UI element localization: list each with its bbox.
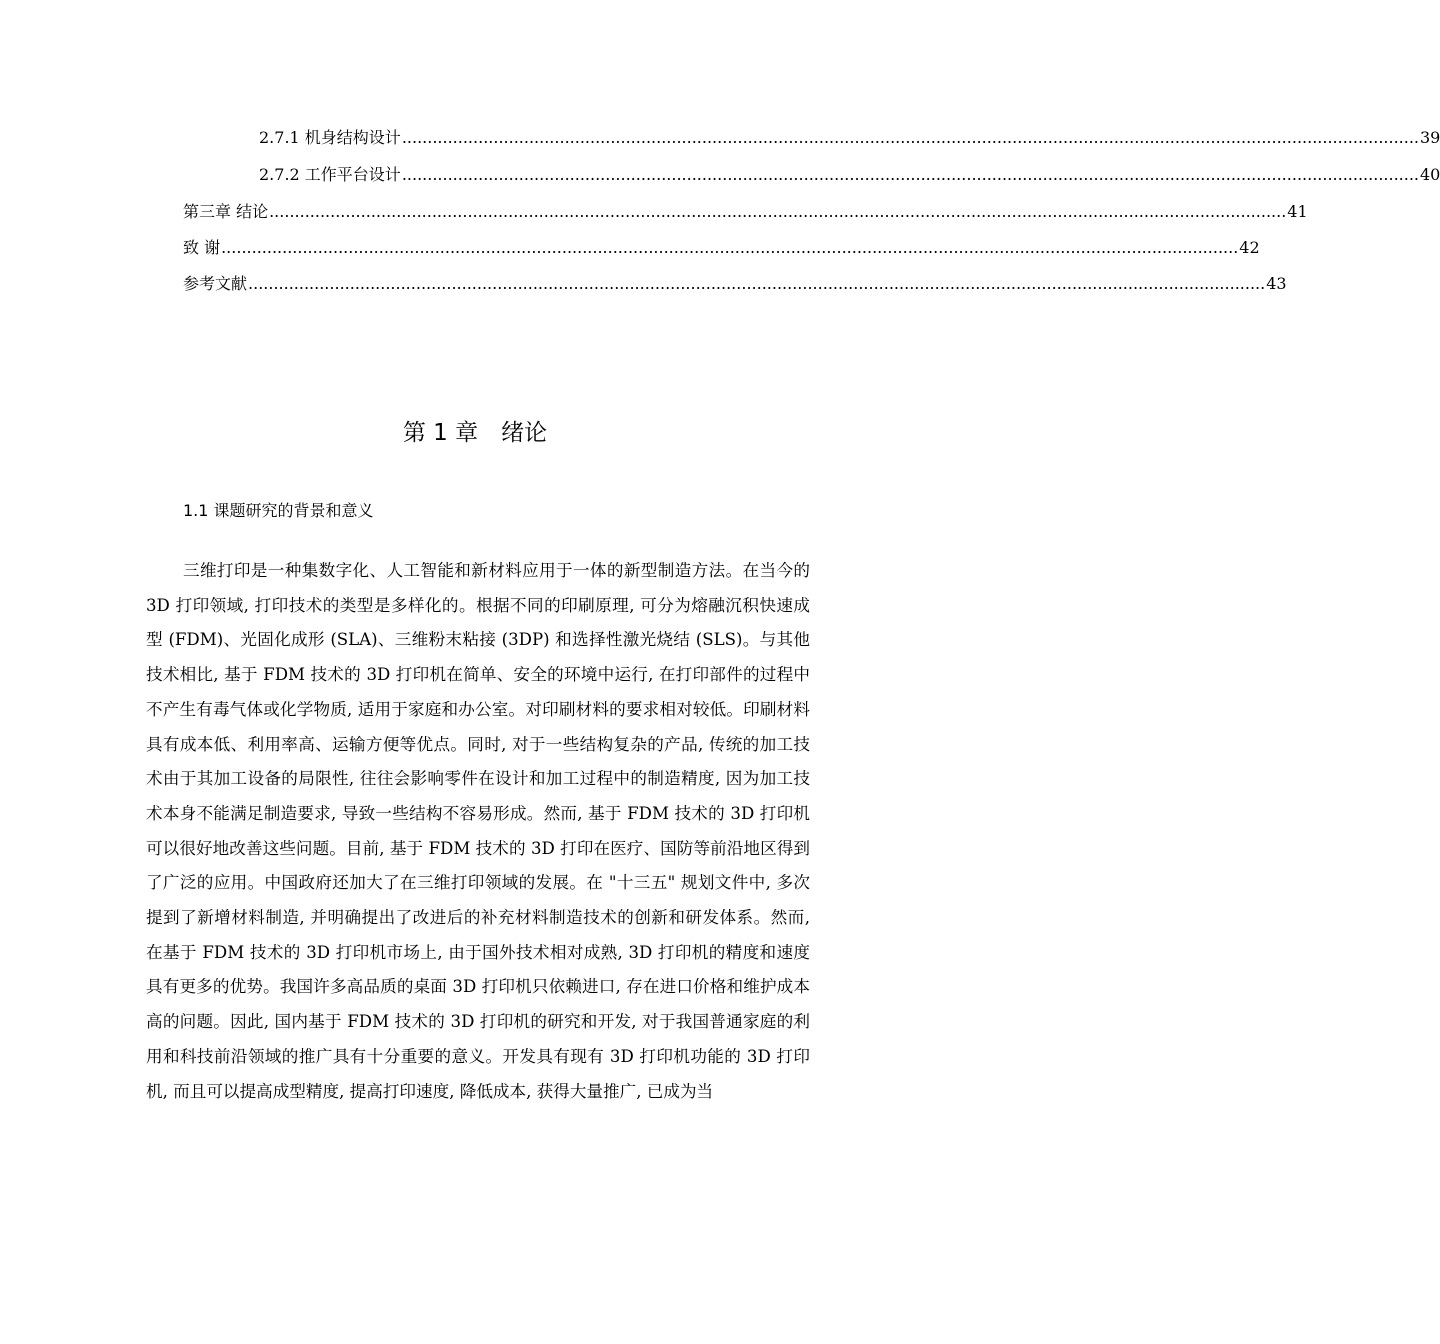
chapter-title: 第 1 章 绪论 [402, 420, 548, 446]
toc-page-number: 43 [1266, 274, 1287, 293]
toc-entry-title: 第三章 结论 [183, 202, 269, 221]
toc-entry-title: 致 谢 [183, 238, 221, 257]
toc-entry[interactable] [183, 238, 1260, 258]
section-heading: 1.1 课题研究的背景和意义 [183, 501, 374, 520]
toc-page-number: 40 [1420, 165, 1440, 184]
toc-entry[interactable] [259, 165, 1440, 185]
toc-leader-dots: ........................................................................................................................................................................................................ [248, 274, 1266, 293]
toc-leader-dots: ........................................................................................................................................................................................................ [269, 202, 1287, 221]
body-text [146, 554, 810, 1109]
toc-entry[interactable] [183, 274, 1287, 294]
toc-page-number: 39 [1420, 128, 1440, 147]
toc-leader-dots: ........................................................................................................................................................................................................ [221, 238, 1239, 257]
toc-leader-dots: ........................................................................................................................................................................................................ [401, 128, 1419, 147]
toc-page-number: 42 [1239, 238, 1260, 257]
toc-page-number: 41 [1287, 202, 1308, 221]
toc-entry-title: 2.7.1 机身结构设计 [259, 128, 401, 147]
toc-entry[interactable] [259, 128, 1440, 148]
toc-entry-title: 参考文献 [183, 274, 248, 293]
toc-entry-title: 2.7.2 工作平台设计 [259, 165, 401, 184]
toc-leader-dots: ........................................................................................................................................................................................................ [401, 165, 1419, 184]
body-paragraph: 三维打印是一种集数字化、人工智能和新材料应用于一体的新型制造方法。在当今的 3D 打印领域, 打印技术的类型是多样化的。根据不同的印刷原理, 可分为熔融沉积快速成型 (FDM)、光固化成形 (SLA)、三维粉末粘接 (3DP) 和选择性激光烧结 (SLS)。与其他技术相比, 基于 FDM 技术的 3D 打印机在简单、安全的环境中运行, 在打印部件的过程中不产生有毒气体或化学物质, 适用于家庭和办公室。对印刷材料的要求相对较低。印刷材料具有成本低、利用率高、运输方便等优点。同时, 对于一些结构复杂的产品, 传统的加工技术由于其加工设备的局限性, 往往会影响零件在设计和加工过程中的制造精度, 因为加工技术本身不能满足制造要求, 导致一些结构不容易形成。然而, 基于 FDM 技术的 3D 打印机可以很好地改善这些问题。目前, 基于 FDM 技术的 3D 打印在医疗、国防等前沿地区得到了广泛的应用。中国政府还加大了在三维打印领域的发展。在 "十三五" 规划文件中, 多次提到了新增材料制造, 并明确提出了改进后的补充材料制造技术的创新和研发体系。然而, 在基于 FDM 技术的 3D 打印机市场上, 由于国外技术相对成熟, 3D 打印机的精度和速度具有更多的优势。我国许多高品质的桌面 3D 打印机只依赖进口, 存在进口价格和维护成本高的问题。因此, 国内基于 FDM 技术的 3D 打印机的研究和开发, 对于我国普通家庭的利用和科技前沿领域的推广具有十分重要的意义。开发具有现有 3D 打印机功能的 3D 打印机, 而且可以提高成型精度, 提高打印速度, 降低成本, 获得大量推广, 已成为当 [146, 561, 810, 1101]
toc-entry[interactable] [183, 202, 1308, 222]
